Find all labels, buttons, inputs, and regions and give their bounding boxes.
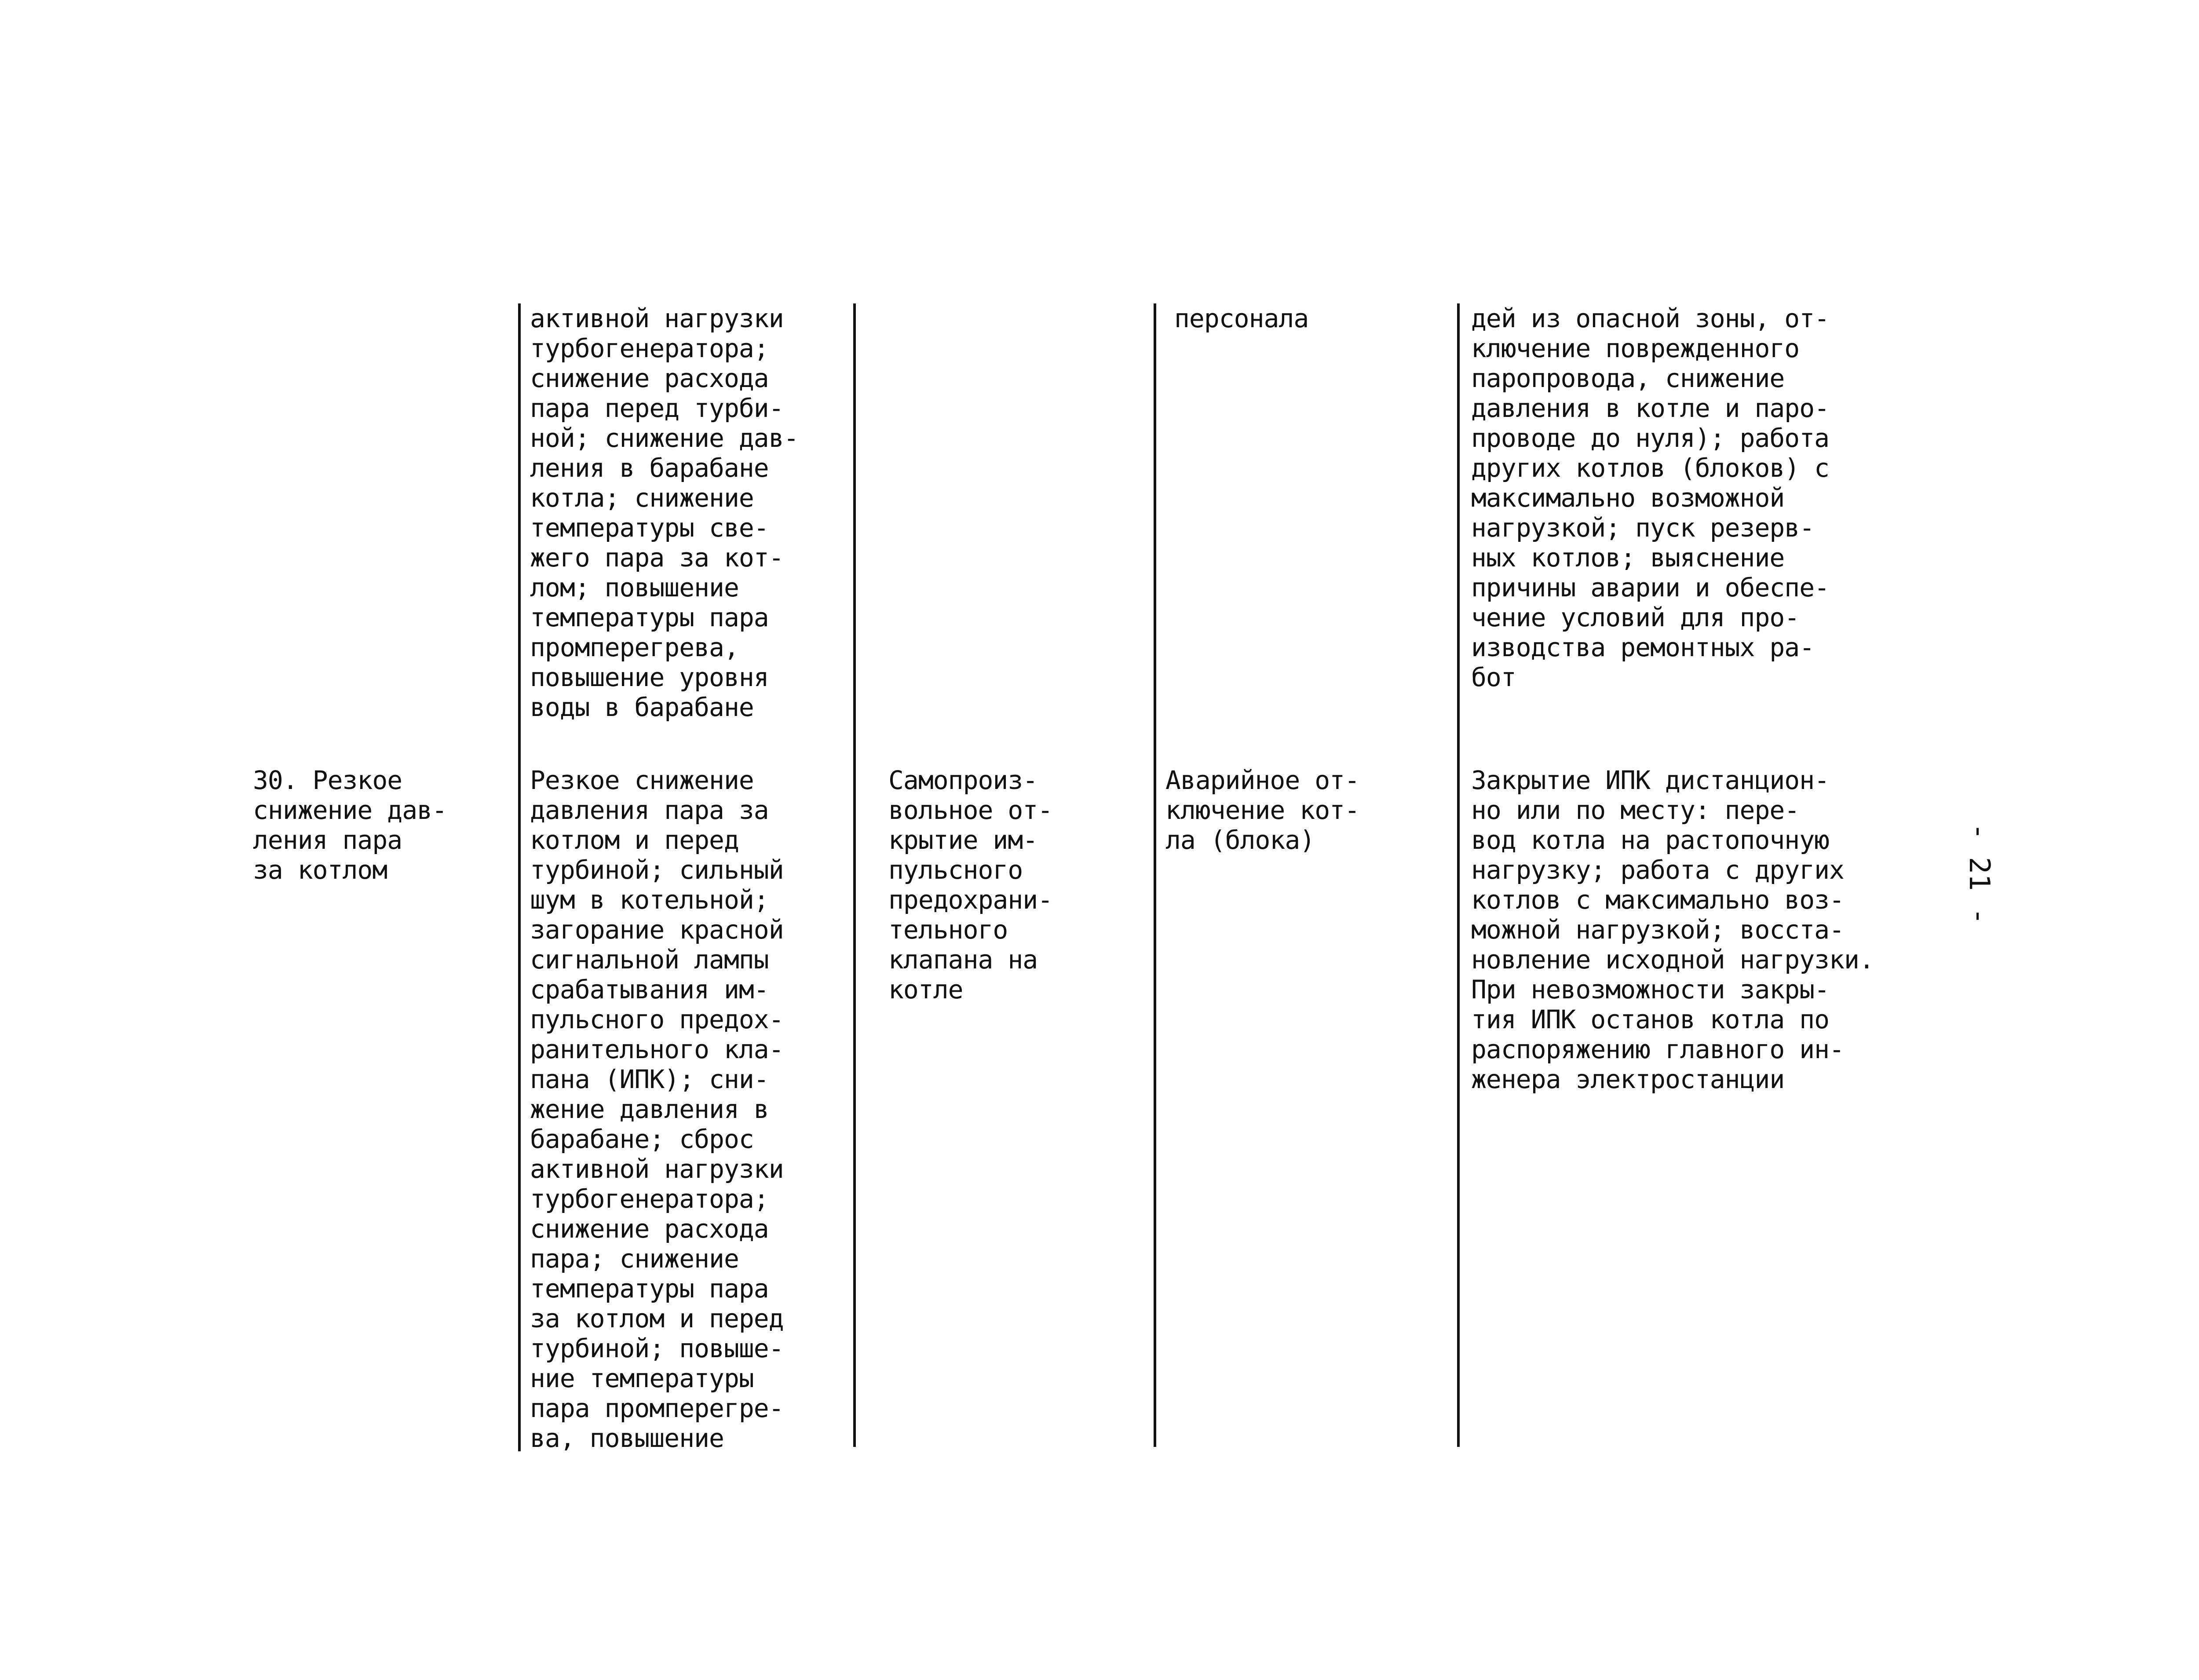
continued-operator-action: персонала: [1174, 303, 1309, 333]
column-rule-3: [1154, 303, 1156, 1447]
row-30-measures: Закрытие ИПК дистанцион- но или по месту: пере- вод котла на растопочную нагрузку; работа с других котлов с максимально воз- можной нагрузкой; восста- новление исходной нагрузки. При невозможности закры- тия ИПК останов котла по распоряжению главного ин- женера электростанции: [1471, 765, 1874, 1094]
continued-symptoms: активной нагрузки турбогенератора; снижение расхода пара перед турби- ной; снижение дав- ления в барабане котла; снижение температуры све- жего пара за кот- лом; повышение температуры пара промперегрева, повышение уровня воды в барабане: [530, 303, 799, 722]
row-30-operator-action: Аварийное от- ключение кот- ла (блока): [1165, 765, 1359, 855]
row-30-symptoms: Резкое снижение давления пара за котлом и перед турбиной; сильный шум в котельной; загорание красной сигнальной лампы срабатывания им- пульсного предох- ранительного кла- пана (ИПК); сни- жение давления в барабане; сброс активной нагрузки турбогенератора; снижение расхода пара; снижение температуры пара за котлом и перед турбиной; повыше- ние температуры пара промперегре- ва, повышение: [530, 765, 784, 1453]
row-30-title: 30. Резкое снижение дав- ления пара за котлом: [253, 765, 447, 885]
row-30-cause: Самопроиз- вольное от- крытие им- пульсного предохрани- тельного клапана на котле: [888, 765, 1053, 1004]
page-number: - 21 -: [1963, 823, 1995, 925]
column-rule-1: [518, 303, 521, 1451]
continued-measures: дей из опасной зоны, от- ключение поврежденного паропровода, снижение давления в котле и паро- проводе до нуля); работа других котлов (блоков) с максимально возможной нагрузкой; пуск резерв- ных котлов; выяснение причины аварии и обеспе- чение условий для про- изводства ремонтных ра- бот: [1471, 303, 1830, 692]
column-rule-2: [853, 303, 856, 1447]
column-rule-4: [1457, 303, 1460, 1447]
